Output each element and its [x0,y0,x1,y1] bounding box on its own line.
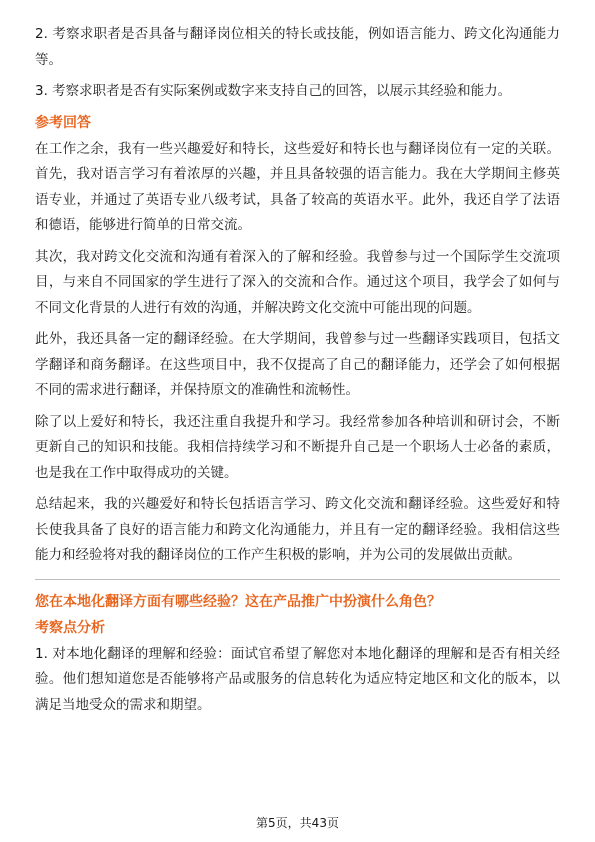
answer-paragraph-1: 在工作之余，我有一些兴趣爱好和特长，这些爱好和特长也与翻译岗位有一定的关联。首先，我对语言学习有着浓厚的兴趣，并且具备较强的语言能力。我在大学期间主修英语专业，并通过了英语专业八级考试，具备了较高的英语水平。此外，我还自学了法语和德语，能够进行简单的日常交流。 [35,140,560,233]
intro-item-2: 2. 考察求职者是否具备与翻译岗位相关的特长或技能，例如语言能力、跨文化沟通能力等。 [35,26,560,68]
analysis-heading: 考察点分析 [35,619,105,636]
page-content [35,22,560,724]
answer-paragraph-4: 除了以上爱好和特长，我还注重自我提升和学习。我经常参加各种培训和研讨会，不断更新自己的知识和技能。我相信持续学习和不断提升自己是一个职场人士必备的素质，也是我在工作中取得成功的关键。 [35,413,560,481]
answer-paragraph-3: 此外，我还具备一定的翻译经验。在大学期间，我曾参与过一些翻译实践项目，包括文学翻译和商务翻译。在这些项目中，我不仅提高了自己的翻译能力，还学会了如何根据不同的需求进行翻译，并保持原文的准确性和流畅性。 [35,331,560,398]
section-divider [35,579,560,580]
analysis-item-1: 1. 对本地化翻译的理解和经验：面试官希望了解您对本地化翻译的理解和是否有相关经验。他们想知道您是否能够将产品或服务的信息转化为适应特定地区和文化的版本，以满足当地受众的需求和期望。 [35,645,560,713]
intro-item-3: 3. 考察求职者是否有实际案例或数字来支持自己的回答，以展示其经验和能力。 [35,83,512,99]
page-footer: 第5页，共43页 [256,816,339,830]
question-title: 您在本地化翻译方面有哪些经验？这在产品推广中扮演什么角色？ [35,593,441,610]
answer-heading: 参考回答 [35,114,91,131]
answer-paragraph-5: 总结起来，我的兴趣爱好和特长包括语言学习、跨文化交流和翻译经验。这些爱好和特长使我具备了良好的语言能力和跨文化沟通能力，并且有一定的翻译经验。我相信这些能力和经验将对我的翻译岗位的工作产生积极的影响，并为公司的发展做出贡献。 [35,496,560,563]
answer-paragraph-2: 其次，我对跨文化交流和沟通有着深入的了解和经验。我曾参与过一个国际学生交流项目，与来自不同国家的学生进行了深入的交流和合作。通过这个项目，我学会了如何与不同文化背景的人进行有效的沟通，并解决跨文化交流中可能出现的问题。 [35,248,560,316]
